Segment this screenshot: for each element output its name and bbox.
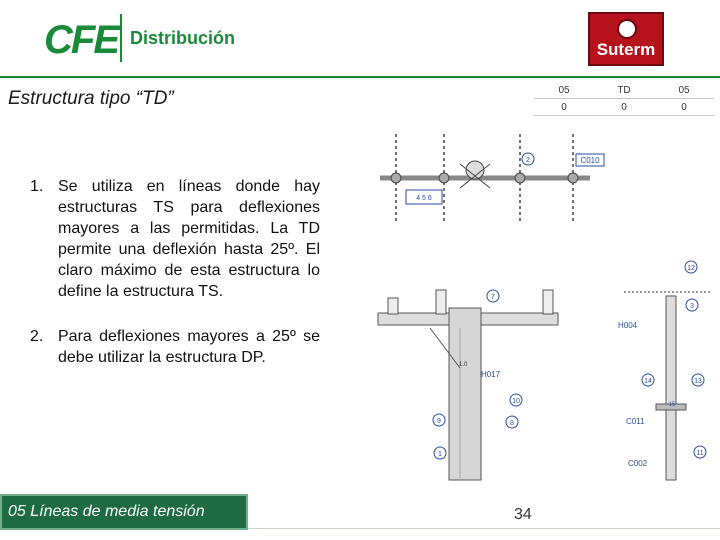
- callout-10-label: 10: [512, 398, 520, 405]
- slide-title: Estructura tipo “TD”: [8, 88, 174, 109]
- callout-14-label: 14: [644, 378, 652, 385]
- code-cell: 05: [654, 82, 714, 99]
- label-h004: H004: [618, 321, 638, 330]
- item-number: 2.: [30, 328, 44, 345]
- callout-11-label: 11: [696, 450, 704, 457]
- plan-view: [380, 134, 604, 222]
- item-text: Se utiliza en líneas donde hay estructuras TS para deflexiones mayores a las permitidas. La TD permite una deflexión hasta 25º. El claro máximo de esta estructura lo define la estructura TS.: [58, 178, 320, 300]
- label-456: 4 5 6: [416, 195, 432, 202]
- dimension-label: 1.0: [459, 362, 468, 368]
- code-cell: 0: [654, 99, 714, 116]
- label-h017: H017: [481, 370, 501, 379]
- cfe-logo: CFE: [44, 18, 118, 62]
- callout-1-label: 1: [438, 451, 442, 458]
- logo-divider: [120, 14, 122, 62]
- callout-13-label: 13: [694, 378, 702, 385]
- callout-2-label: 2: [526, 157, 530, 164]
- division-name: Distribución: [130, 28, 236, 48]
- footer-section-title: 05 Líneas de media tensión: [8, 503, 205, 520]
- item-number: 1.: [30, 178, 44, 195]
- suterm-logo: [588, 12, 664, 66]
- code-table: [534, 82, 714, 116]
- code-cell: 05: [534, 82, 594, 99]
- list-item: [30, 176, 320, 302]
- label-c010: C010: [580, 156, 600, 165]
- code-row: [534, 99, 714, 116]
- code-cell: TD: [594, 82, 654, 99]
- code-cell: 0: [534, 99, 594, 116]
- header-rule: [0, 76, 720, 78]
- callout-12-label: 12: [687, 265, 695, 272]
- td-structure-diagram: [360, 128, 720, 488]
- footer-rule: [248, 528, 720, 529]
- page-number: 34: [514, 506, 532, 523]
- code-row: [534, 82, 714, 99]
- callout-7-label: 7: [491, 294, 495, 301]
- front-elevation: [378, 290, 558, 480]
- suterm-logo-text: Suterm: [596, 40, 656, 59]
- label-c011: C011: [626, 417, 645, 426]
- suterm-emblem-icon: [617, 19, 637, 39]
- item-text: Para deflexiones mayores a 25º se debe utilizar la estructura DP.: [58, 328, 320, 366]
- callout-3-label: 3: [690, 303, 694, 310]
- label-c002: C002: [628, 459, 648, 468]
- callout-15-label: 15: [668, 402, 676, 408]
- callout-9-label: 9: [437, 418, 441, 425]
- list-item: [30, 326, 320, 368]
- points-list: [30, 176, 320, 392]
- code-cell: 0: [594, 99, 654, 116]
- callout-8-label: 8: [510, 420, 514, 427]
- footer-section-box: [0, 494, 248, 530]
